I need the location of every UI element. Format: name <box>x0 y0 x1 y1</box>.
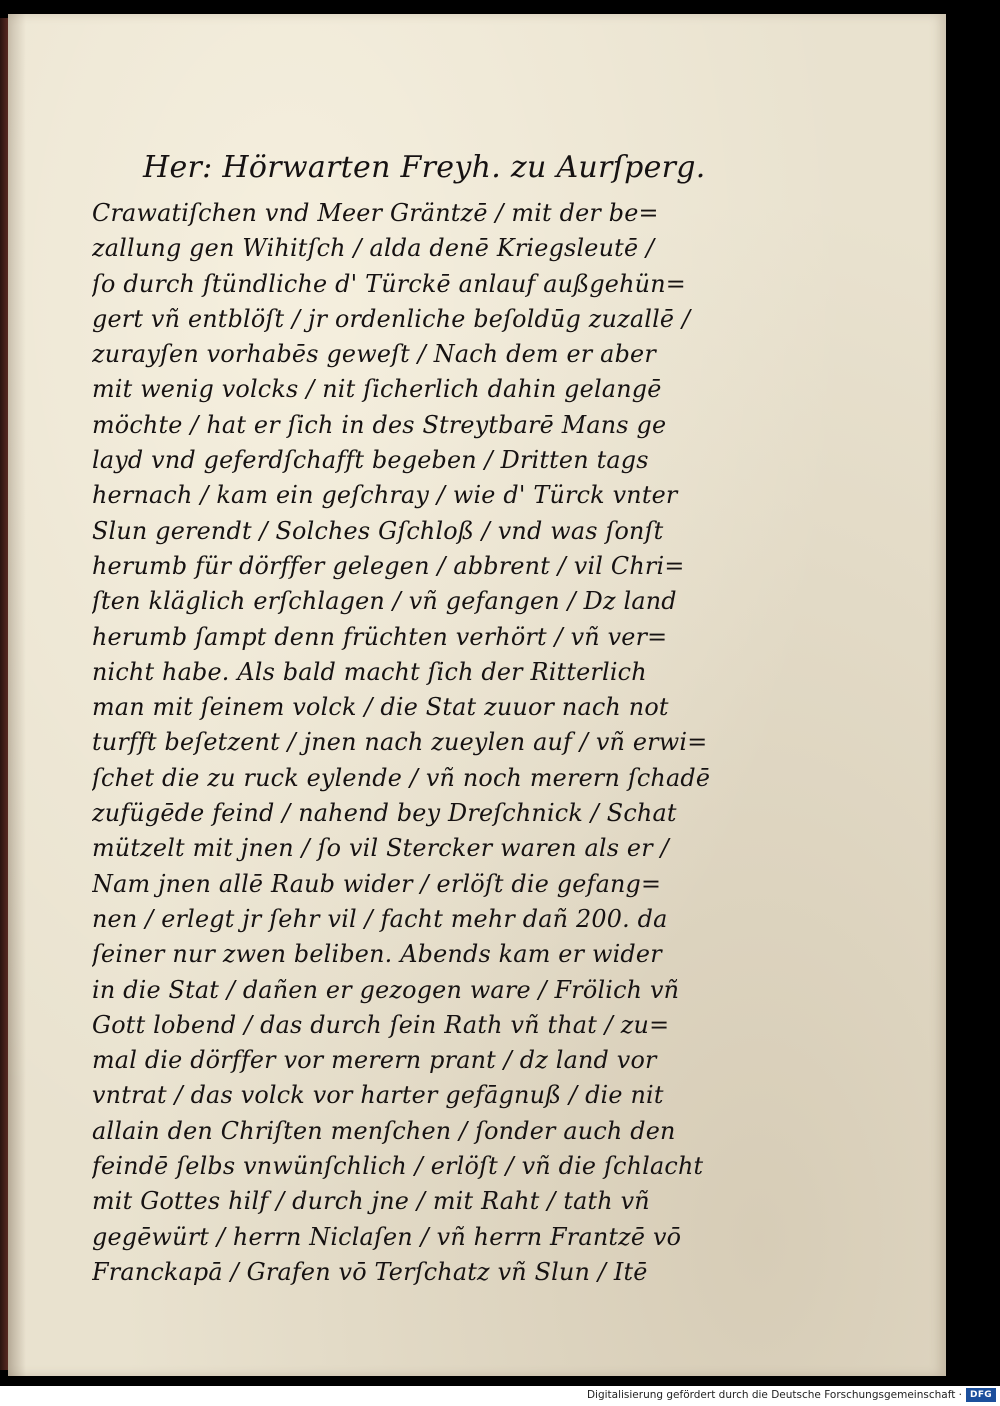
text-line: mit wenig volcks / nit ſicherlich dahin gelangē <box>92 375 662 404</box>
text-line: ſchet die zu ruck eylende / vñ noch merern ſchadē <box>92 763 711 792</box>
text-line: Nam jnen allē Raub wider / erlöſt die gefang= <box>92 869 662 898</box>
text-line: ſten kläglich erſchlagen / vñ gefangen / Dz land <box>92 587 677 616</box>
text-line: mit Gottes hilf / durch jne / mit Raht / tath vñ <box>92 1187 650 1216</box>
text-line: mal die dörffer vor merern prant / dz land vor <box>92 1046 657 1075</box>
text-line: zufügēde feind / nahend bey Dreſchnick / Schat <box>92 799 677 828</box>
text-line: zurayſen vorhabēs geweſt / Nach dem er aber <box>92 340 656 369</box>
text-line: herumb ſampt denn früchten verhört / vñ ver= <box>92 622 668 651</box>
text-line: hernach / kam ein geſchray / wie d' Türck vnter <box>92 481 678 510</box>
text-line: vntrat / das volck vor harter gefāgnuß / die nit <box>92 1081 664 1110</box>
footer-bar <box>0 1386 1000 1406</box>
running-head: Her: Hörwarten Freyh. zu Aurſperg. <box>143 150 706 185</box>
text-line: möchte / hat er ſich in des Streytbarē Mans ge <box>92 410 667 439</box>
text-line: gegēwürt / herrn Niclaſen / vñ herrn Frantzē vō <box>92 1222 682 1251</box>
text-line: ſo durch ſtündliche d' Türckē anlauf außgehün= <box>92 269 686 298</box>
text-line: man mit ſeinem volck / die Stat zuuor nach not <box>92 693 669 722</box>
text-line: allain den Chriſten menſchen / ſonder auch den <box>92 1116 676 1145</box>
digitization-credit: Digitalisierung gefördert durch die Deutsche Forschungsgemeinschaft · <box>586 1389 962 1401</box>
text-line: Crawatiſchen vnd Meer Gräntzē / mit der be= <box>92 199 659 227</box>
text-line: Franckapā / Grafen vō Terſchatz vñ Slun / Itē <box>92 1257 648 1286</box>
text-line: in die Stat / dañen er gezogen ware / Frölich vñ <box>92 975 680 1004</box>
text-line: turfft beſetzent / jnen nach zueylen auf / vñ erwi= <box>92 728 708 757</box>
body-text <box>92 196 714 1290</box>
text-line: Gott lobend / das durch ſein Rath vñ that / zu= <box>92 1010 670 1039</box>
text-line: Slun gerendt / Solches Gſchloß / vnd was ſonſt <box>92 516 664 545</box>
text-line: zallung gen Wihitſch / alda denē Kriegsleutē / <box>92 234 655 263</box>
text-line: nen / erlegt jr ſehr vil / facht mehr dañ 200. da <box>92 904 668 933</box>
text-line: ſeiner nur zwen beliben. Abends kam er wider <box>92 940 662 969</box>
text-line: herumb für dörffer gelegen / abbrent / vil Chri= <box>92 551 685 580</box>
text-line: nicht habe. Als bald macht ſich der Ritterlich <box>92 657 647 686</box>
text-line: gert vñ entblöſt / jr ordenliche beſoldūg zuzallē / <box>92 304 691 333</box>
text-line: feindē ſelbs vnwünſchlich / erlöſt / vñ die ſchlacht <box>92 1152 704 1181</box>
text-line: mützelt mit jnen / ſo vil Stercker waren als er / <box>92 834 669 863</box>
text-line: layd vnd geferdſchafft begeben / Dritten tags <box>92 446 649 475</box>
dfg-logo: DFG <box>966 1388 996 1402</box>
